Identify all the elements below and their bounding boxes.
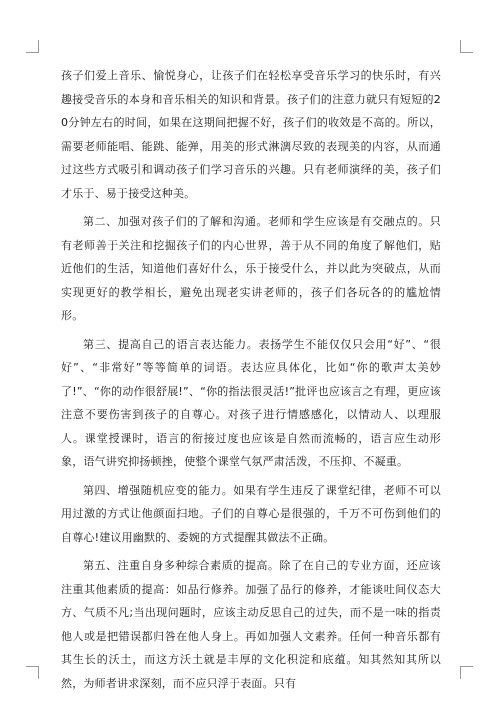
crop-mark-top-right — [460, 40, 473, 53]
paragraph-fifth: 第五、注重自身多种综合素质的提高。除了在自己的专业方面，还应该注重其他素质的提高：如品行修养。加强了品行的修养，才能谈吐间仪态大方、气质不凡;当出现问题时，应该主动反思自己的过失，而不是一味的指责他人或是把错误都归咎在他人身上。再如加强人文素养。任何一种音乐都有其生长的沃土，而这方沃土就是丰厚的文化积淀和底蕴。知其然知其所以然，为师者讲求深刻，而不应只浮于表面。只有 — [61, 559, 441, 690]
paragraph-intro: 孩子们爱上音乐、愉悦身心，让孩子们在轻松享受音乐学习的快乐时，有兴趣接受音乐的本身和音乐相关的知识和背景。孩子们的注意力就只有短短的20分钟左右的时间，如果在这期间把握不好，孩子们的收效是不高的。所以，需要老师能唱、能跳、能弹，用美的形式淋漓尽致的表现美的内容，从而通过这些方式吸引和调动孩子们学习音乐的兴趣。只有老师演绎的美，孩子们才乐于、易于接受这种美。 — [61, 69, 441, 200]
paragraph-second: 第二、加强对孩子们的了解和沟通。老师和学生应该是有交融点的。只有老师善于关注和挖掘孩子们的内心世界，善于从不同的角度了解他们，贴近他们的生活，知道他们喜好什么，乐于接受什么，并以此为突破点，从而实现更好的教学相长，避免出现老实讲老师的，孩子们各玩各的的尴尬情形。 — [61, 215, 441, 322]
crop-mark-top-left — [26, 40, 39, 53]
crop-mark-bottom-right — [460, 666, 473, 679]
paragraph-third: 第三、提高自己的语言表达能力。表扬学生不能仅仅只会用“好”、“很好”、“非常好”等等简单的词语。表达应具体化，比如“你的歌声太美妙了!”、“你的动作很舒展!”、“你的指法很灵活!”批评也应该言之有理，更应该注意不要伤害到孩子的自尊心。对孩子进行情感感化，以情动人、以理服人。课堂授课时，语言的衔接过度也应该是自然而流畅的，语言应生动形象，语气讲究抑扬顿挫，使整个课堂气氛严肃活泼，不压抑、不凝重。 — [61, 337, 441, 468]
paragraph-fourth: 第四、增强随机应变的能力。如果有学生违反了课堂纪律，老师不可以用过激的方式让他颜面扫地。子们的自尊心是很强的，千万不可伤到他们的自尊心!建议用幽默的、委婉的方式提醒其做法不正确。 — [61, 483, 441, 544]
crop-mark-bottom-left — [26, 666, 39, 679]
document-body — [61, 64, 441, 695]
